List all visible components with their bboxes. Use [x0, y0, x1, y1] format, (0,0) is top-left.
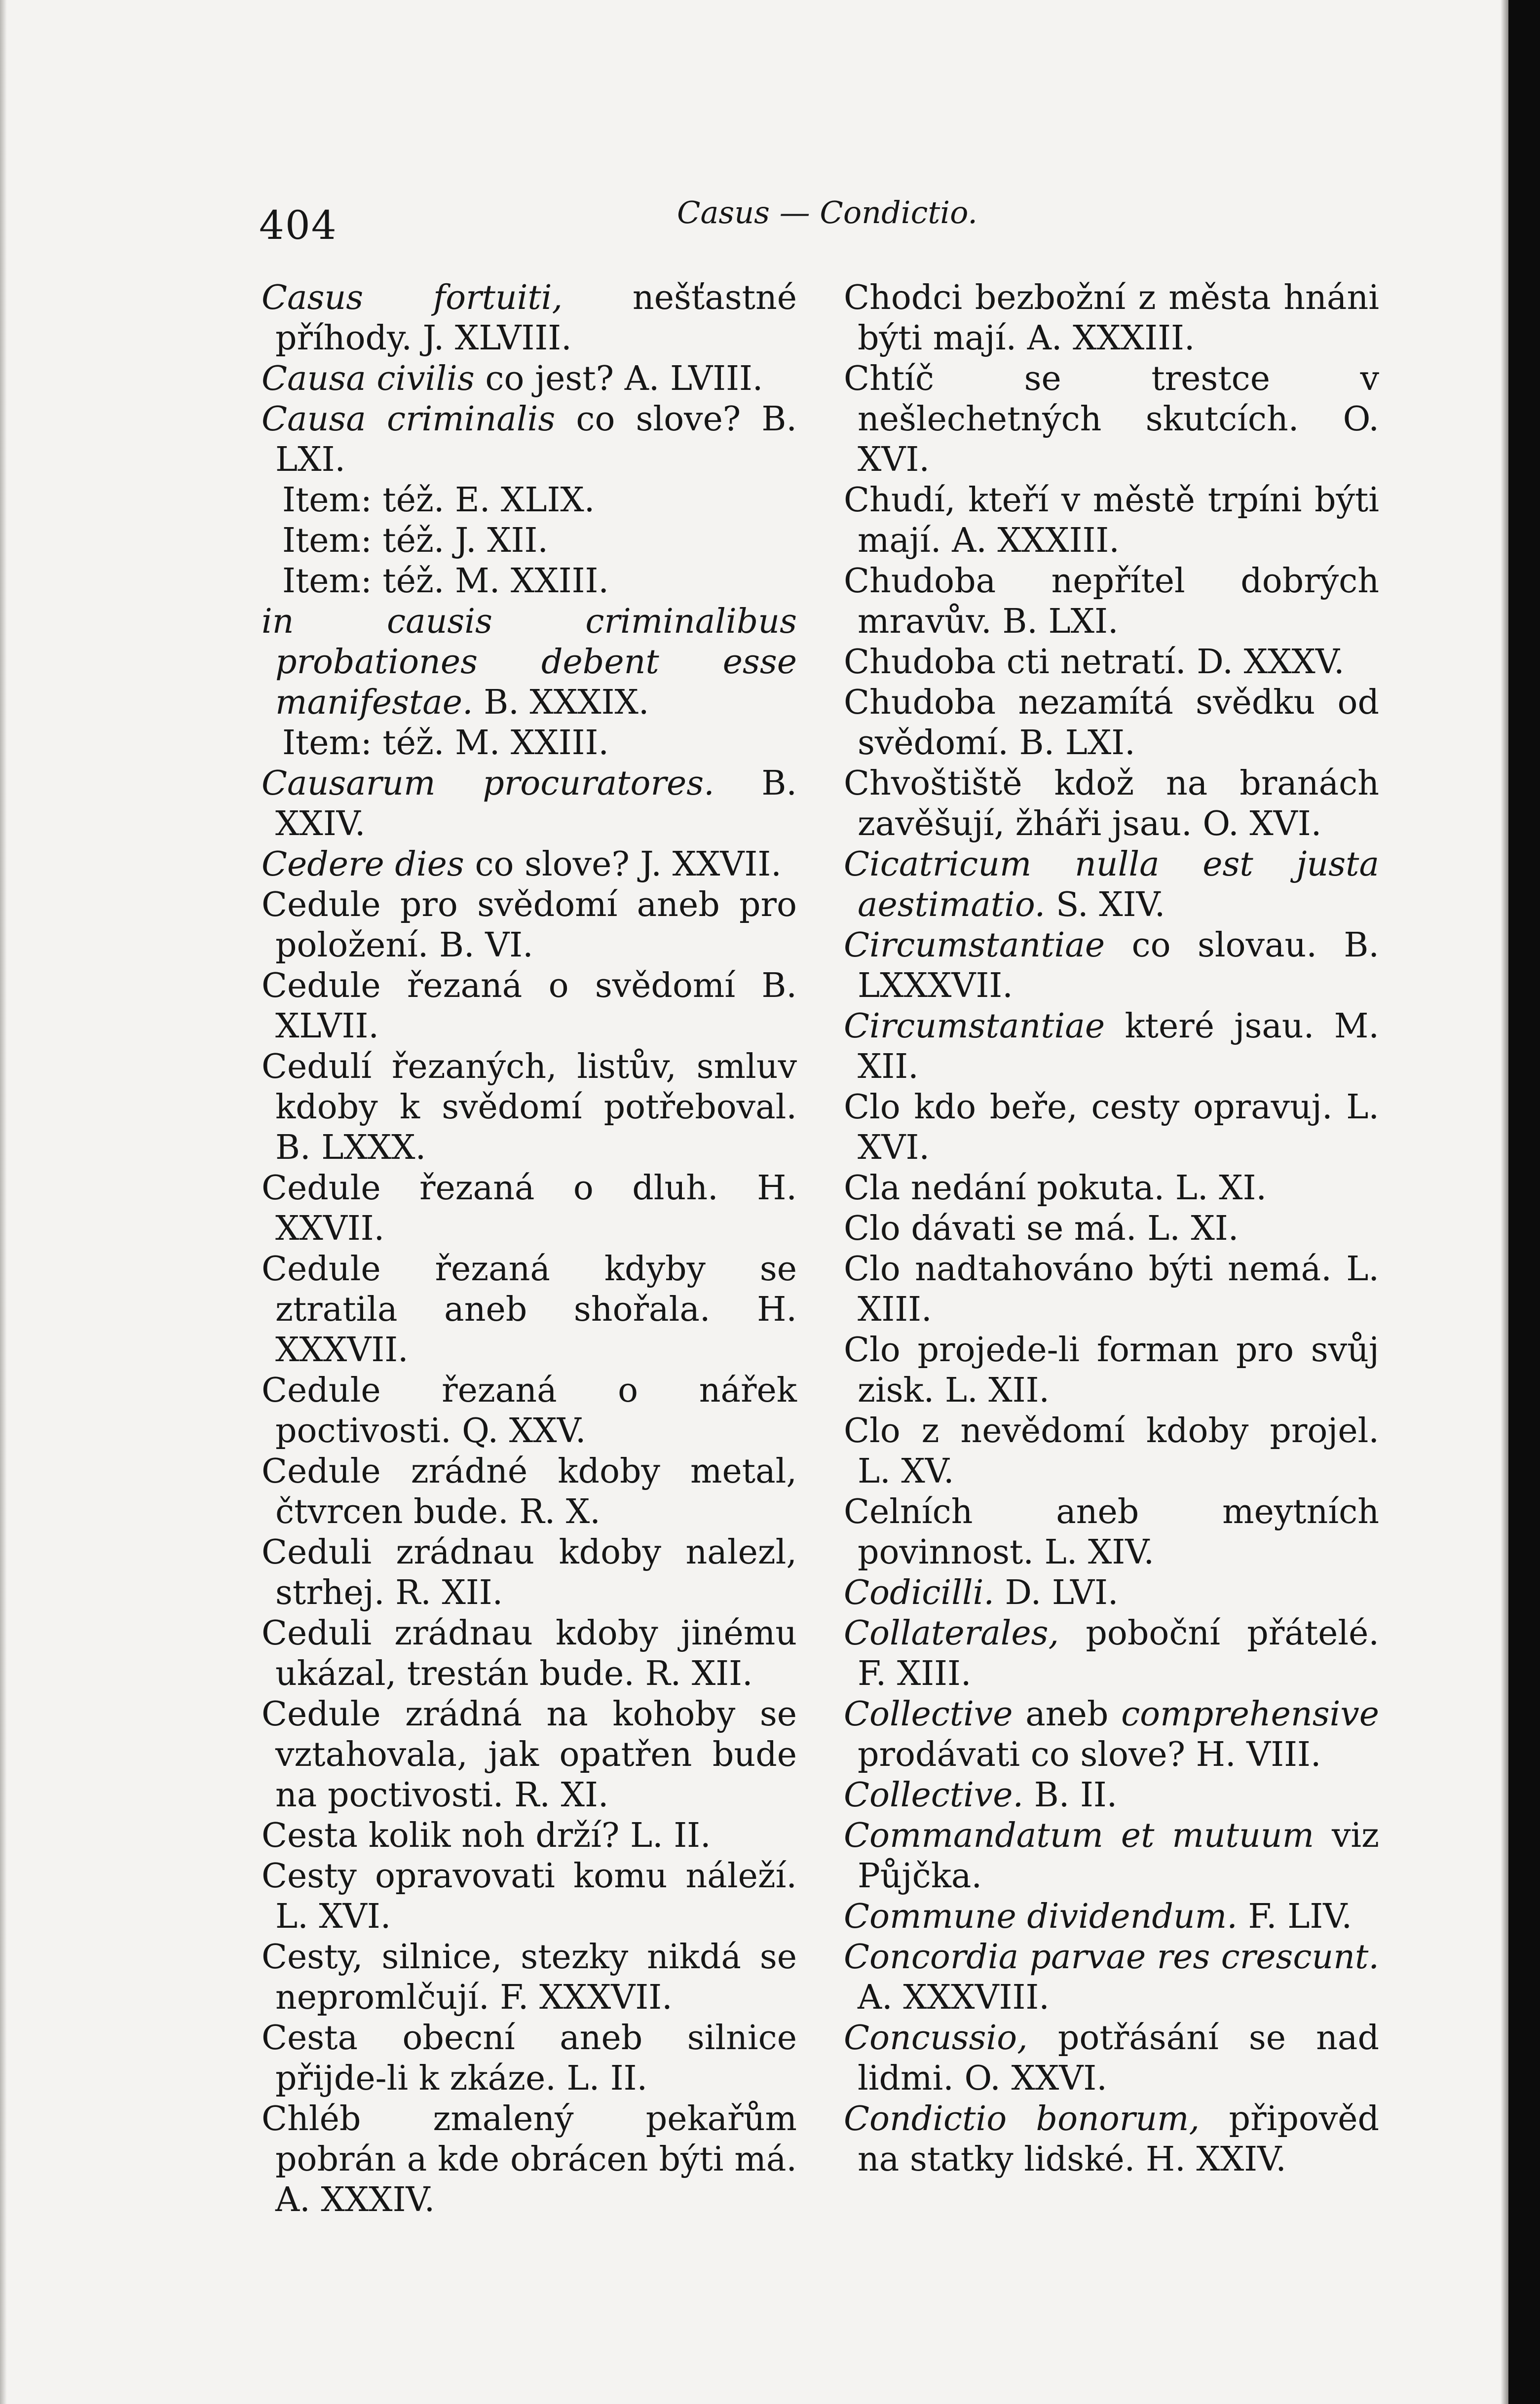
index-entry	[262, 1371, 797, 1451]
index-entry	[262, 1816, 797, 1856]
entry-text: Cedule zrádná na kohoby se vztahovala, jak opatřen bude na poctivosti. R. XI.	[262, 1695, 797, 1815]
index-entry	[844, 359, 1379, 480]
index-entry	[262, 278, 797, 359]
index-entry	[844, 1492, 1379, 1573]
entry-text: Cedule řezaná o svědomí B. XLVII.	[262, 966, 797, 1046]
entry-term-latin: Collective	[844, 1695, 1013, 1734]
entry-text: Clo dávati se má. L. XI.	[844, 1209, 1239, 1248]
index-entry	[844, 1775, 1379, 1816]
entry-term-latin: Collective.	[844, 1776, 1024, 1815]
index-entry	[262, 359, 797, 399]
entry-text: poboční přátelé. F. XIII.	[858, 1614, 1379, 1693]
index-entry	[844, 1168, 1379, 1209]
index-entry	[262, 1047, 797, 1168]
entry-text: Item: též. E. XLIX.	[282, 481, 595, 520]
entry-term-latin: in causis criminalibus probationes debent esse manifestae.	[262, 602, 797, 722]
index-entry	[844, 844, 1379, 925]
index-entry	[262, 2099, 797, 2220]
entry-text: Chudoba nepřítel dobrých mravův. B. LXI.	[844, 562, 1379, 641]
index-entry	[262, 1937, 797, 2018]
entry-text: A. XXXVIII.	[858, 1978, 1050, 2017]
index-entry	[262, 521, 797, 561]
entry-term-latin: Concordia parvae res crescunt.	[844, 1938, 1379, 1977]
index-entry	[844, 1249, 1379, 1330]
entry-text: Clo nadtahováno býti nemá. L. XIII.	[844, 1250, 1379, 1329]
entry-term-latin: Commandatum et mutuum	[844, 1816, 1315, 1855]
index-entry	[844, 1006, 1379, 1087]
index-entry	[844, 683, 1379, 763]
entry-term-latin: Causa criminalis	[262, 400, 556, 439]
entry-text: Cesty opravovati komu náleží. L. XVI.	[262, 1857, 797, 1936]
entry-term-latin: comprehensive	[1121, 1695, 1379, 1734]
index-entry	[844, 2099, 1379, 2180]
entry-text: Cedule řezaná o nářek poctivosti. Q. XXV.	[262, 1371, 797, 1450]
entry-text: Cesta obecní aneb silnice přijde-li k zkáze. L. II.	[262, 2019, 797, 2098]
index-entry	[844, 480, 1379, 561]
entry-term-latin: Causarum procuratores.	[262, 764, 714, 803]
entry-text: aneb	[1013, 1695, 1122, 1734]
index-entry	[844, 1937, 1379, 2018]
index-entry	[262, 1532, 797, 1613]
page-header	[0, 188, 1540, 257]
entry-text: Cla nedání pokuta. L. XI.	[844, 1169, 1267, 1208]
index-entry	[844, 925, 1379, 1006]
entry-text: co slove? B. LXI.	[275, 400, 797, 479]
index-entry	[844, 1087, 1379, 1168]
entry-term-latin: Condictio bonorum,	[844, 2099, 1200, 2138]
entry-text: Clo projede-li forman pro svůj zisk. L. XII.	[844, 1331, 1379, 1410]
index-entry	[262, 723, 797, 763]
entry-text: Cedulí řezaných, listův, smluv kdoby k svědomí potřeboval. B. LXXX.	[262, 1047, 797, 1167]
entry-text: F. LIV.	[1237, 1897, 1352, 1936]
index-entry	[844, 1816, 1379, 1897]
entry-text: Chvoštiště kdož na branách zavěšují, žháři jsau. O. XVI.	[844, 764, 1379, 843]
entry-text: Cedule řezaná kdyby se ztratila aneb shořala. H. XXXVII.	[262, 1250, 797, 1370]
entry-text: B. XXXIX.	[473, 683, 649, 722]
entry-text: co jest? A. LVIII.	[474, 359, 763, 398]
entry-term-latin: Commune dividendum.	[844, 1897, 1238, 1936]
index-column-right	[844, 278, 1379, 2180]
index-entry	[262, 1856, 797, 1937]
entry-term-latin: Codicilli.	[844, 1573, 994, 1612]
page-shadow	[0, 0, 7, 2404]
entry-text: Ceduli zrádnau kdoby jinému ukázal, trestán bude. R. XII.	[262, 1614, 797, 1693]
entry-text: které jsau. M. XII.	[858, 1007, 1379, 1086]
entry-text: B. II.	[1023, 1776, 1118, 1815]
index-entry	[844, 763, 1379, 844]
index-entry	[262, 1694, 797, 1816]
index-entry	[844, 1209, 1379, 1249]
entry-text: Item: též. J. XII.	[282, 521, 549, 560]
entry-text: co slove? J. XXVII.	[464, 845, 782, 884]
entry-term-latin: Concussio,	[844, 2019, 1028, 2058]
index-entry	[844, 1694, 1379, 1775]
index-entry	[262, 602, 797, 723]
entry-text: co slovau. B. LXXXVII.	[858, 926, 1379, 1005]
entry-text: S. XIV.	[1045, 885, 1165, 924]
index-entry	[262, 844, 797, 885]
index-entry	[844, 1330, 1379, 1411]
entry-text: Chudoba cti netratí. D. XXXV.	[844, 643, 1345, 682]
entry-text: připověd na statky lidské. H. XXIV.	[858, 2099, 1379, 2179]
index-entry	[262, 966, 797, 1047]
entry-term-latin: Causa civilis	[262, 359, 475, 398]
entry-text: Ceduli zrádnau kdoby nalezl, strhej. R. XII.	[262, 1533, 797, 1612]
entry-text: Item: též. M. XXIII.	[282, 724, 609, 763]
index-entry	[262, 1451, 797, 1532]
entry-text: Celních aneb meytních povinnost. L. XIV.	[844, 1492, 1379, 1572]
entry-text: Cedule zrádné kdoby metal, čtvrcen bude. R. X.	[262, 1452, 797, 1531]
index-entry	[844, 642, 1379, 683]
entry-text: Chodci bezbožní z města hnáni býti mají. A. XXXIII.	[844, 278, 1379, 358]
entry-text: Chtíč se trestce v nešlechetných skutcích. O. XVI.	[844, 359, 1379, 479]
index-entry	[262, 1168, 797, 1249]
index-column-left	[262, 278, 797, 2220]
entry-text: Chudí, kteří v městě trpíni býti mají. A. XXXIII.	[844, 481, 1379, 560]
entry-text: Item: též. M. XXIII.	[282, 562, 609, 601]
running-head: Casus — Condictio.	[677, 194, 978, 230]
entry-text: Clo kdo beře, cesty opravuj. L. XVI.	[844, 1088, 1379, 1167]
entry-term-latin: Circumstantiae	[844, 926, 1105, 965]
index-entry	[844, 1613, 1379, 1694]
entry-text: D. LVI.	[994, 1573, 1119, 1612]
index-entry	[844, 278, 1379, 359]
entry-text: Clo z nevědomí kdoby projel. L. XV.	[844, 1412, 1379, 1491]
entry-text: Chudoba nezamítá svědku od svědomí. B. LXI.	[844, 683, 1379, 763]
index-entry	[844, 1411, 1379, 1492]
index-entry	[262, 480, 797, 521]
page-edge-shadow	[1501, 0, 1508, 2404]
entry-text: viz Půjčka.	[858, 1816, 1379, 1896]
scan-border	[1508, 0, 1540, 2404]
entry-text: nešťastné příhody. J. XLVIII.	[275, 278, 797, 358]
entry-text: potřásání se nad lidmi. O. XXVI.	[858, 2019, 1379, 2098]
index-entry	[262, 2018, 797, 2099]
entry-text: Cedule pro svědomí aneb pro položení. B. VI.	[262, 885, 797, 965]
index-entry	[262, 561, 797, 602]
entry-text: prodávati co slove? H. VIII.	[858, 1735, 1321, 1774]
entry-term-latin: Circumstantiae	[844, 1007, 1105, 1046]
entry-text: Cedule řezaná o dluh. H. XXVII.	[262, 1169, 797, 1248]
index-entry	[262, 399, 797, 480]
page-number: 404	[259, 202, 338, 248]
entry-text: B. XXIV.	[275, 764, 797, 843]
entry-text: Cesty, silnice, stezky nikdá se nepromlčují. F. XXXVII.	[262, 1938, 797, 2017]
entry-term-latin: Casus fortuiti,	[262, 278, 563, 317]
entry-term-latin: Cedere dies	[262, 845, 464, 884]
index-entry	[844, 2018, 1379, 2099]
entry-term-latin: Collaterales,	[844, 1614, 1059, 1653]
index-entry	[262, 1613, 797, 1694]
index-entry	[844, 1573, 1379, 1613]
entry-term-latin: Cicatricum nulla est justa aestimatio.	[844, 845, 1379, 924]
index-entry	[844, 1897, 1379, 1937]
entry-text: Cesta kolik noh drží? L. II.	[262, 1816, 711, 1855]
index-entry	[262, 763, 797, 844]
index-entry	[262, 1249, 797, 1371]
index-entry	[844, 561, 1379, 642]
index-entry	[262, 885, 797, 966]
entry-text: Chléb zmalený pekařům pobrán a kde obrácen býti má. A. XXXIV.	[262, 2099, 797, 2219]
